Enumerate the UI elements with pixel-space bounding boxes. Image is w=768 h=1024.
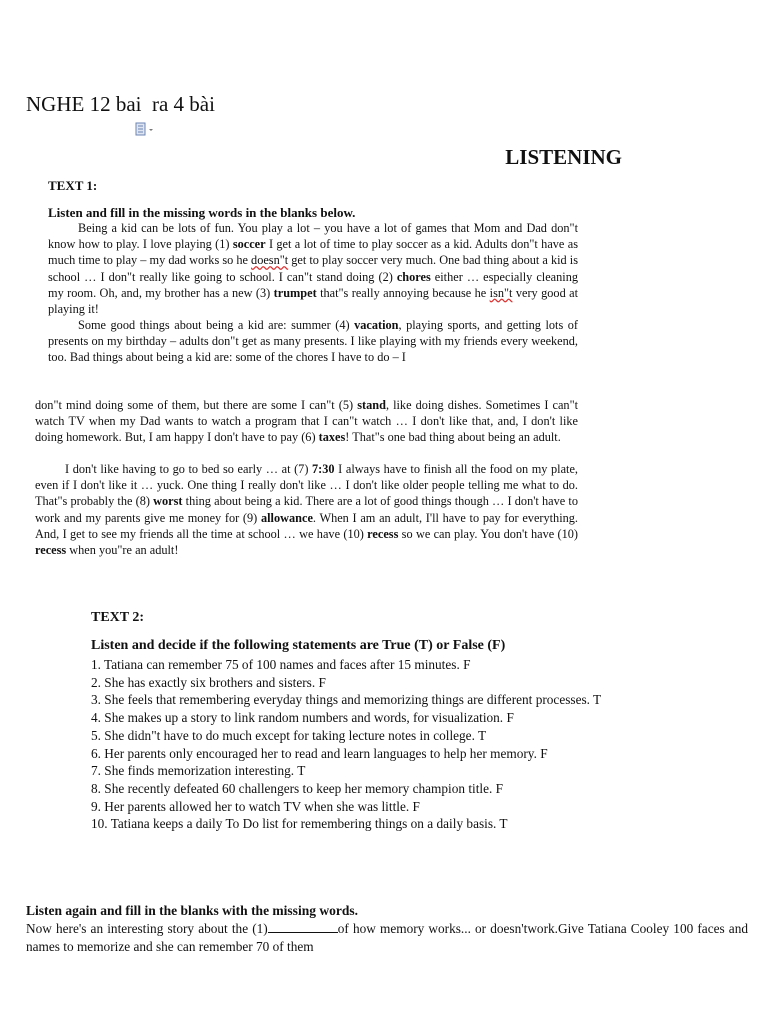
text2-instruction: Listen and decide if the following statements are True (T) or False (F) bbox=[91, 638, 506, 653]
statement-item: 5. She didn"t have to do much except for taking lecture notes in college. T bbox=[91, 727, 487, 743]
text1-label: TEXT 1: bbox=[48, 178, 98, 193]
statement-item: 3. She feels that remembering everyday things and memorizing things are different processes. T bbox=[91, 692, 602, 708]
statement-item: 10. Tatiana keeps a daily To Do list for remembering things on a daily basis. T bbox=[91, 816, 508, 832]
text1-paragraph-4: I don't like having to go to bed so early … at (7) 7:30 I always have to finish all the food on my plate, even if I don't like it … yuck. One thing I really don't like … I don't like older people telling me what to do. That"s probably the (8) worst thing about being a kid. There are a lot of good things though … I don't have to work and my parents give me money for (9) allowance. When I am an adult, I'll have to pay for everything. And, I get to see my friends all the time at school … we have (10) recess so we can play. You don't have (10) recess when you"re an adult! bbox=[35, 462, 578, 558]
document-icon[interactable] bbox=[135, 122, 155, 136]
statement-list bbox=[91, 656, 711, 833]
again-paragraph: Now here's an interesting story about the (1) of how memory works... or doesn'twork.Give Tatiana Cooley 100 faces and names to memorize and she can remember 70 of them bbox=[26, 921, 749, 954]
text1-instruction: Listen and fill in the missing words in the blanks below. bbox=[48, 205, 356, 220]
again-instruction: Listen again and fill in the blanks with the missing words. bbox=[26, 903, 358, 918]
statement-item: 7. She finds memorization interesting. T bbox=[91, 763, 306, 779]
statement-item: 2. She has exactly six brothers and sisters. F bbox=[91, 674, 326, 690]
statement-item: 6. Her parents only encouraged her to read and learn languages to help her memory. F bbox=[91, 745, 548, 761]
document-title: NGHE 12 bai ra 4 bài bbox=[26, 92, 215, 116]
text1-paragraph-1: Being a kid can be lots of fun. You play a lot – you have a lot of games that Mom and Dad don"t know how to play. I love playing (1) soccer I get a lot of time to play soccer as a kid. Adults don"t have as much time to play – my dad works so he doesn"t get to play soccer very much. One bad thing about a kid is school … I don"t really like going to school. I can"t stand doing (2) chores either … especially cleaning my room. Oh, and, my brother has a new (3) trumpet that"s really annoying because he isn"t very good at playing it! bbox=[48, 221, 578, 317]
text2-label: TEXT 2: bbox=[91, 610, 145, 625]
listening-heading: LISTENING bbox=[505, 145, 622, 169]
statement-item: 9. Her parents allowed her to watch TV when she was little. F bbox=[91, 798, 420, 814]
blank-line bbox=[268, 922, 338, 933]
text1-paragraph-2: Some good things about being a kid are: summer (4) vacation, playing sports, and getting lots of presents on my birthday – adults don"t get as many presents. I like playing with my friends every weekend, too. Bad things about being a kid are: some of the chores I have to do – I bbox=[48, 318, 578, 365]
statement-item: 4. She makes up a story to link random numbers and words, for visualization. F bbox=[91, 710, 514, 726]
text1-paragraph-3: don"t mind doing some of them, but there are some I can"t (5) stand, like doing dishes. Sometimes I can"t watch TV when my Dad wants to watch a program that I can"t watch … I don't like that, and, I don't like doing homework. But, I am happy I don't have to pay (6) taxes! That"s one bad thing about being an adult. bbox=[35, 398, 579, 445]
statement-item: 8. She recently defeated 60 challengers to keep her memory champion title. F bbox=[91, 780, 504, 796]
statement-item: 1. Tatiana can remember 75 of 100 names and faces after 15 minutes. F bbox=[91, 657, 471, 672]
